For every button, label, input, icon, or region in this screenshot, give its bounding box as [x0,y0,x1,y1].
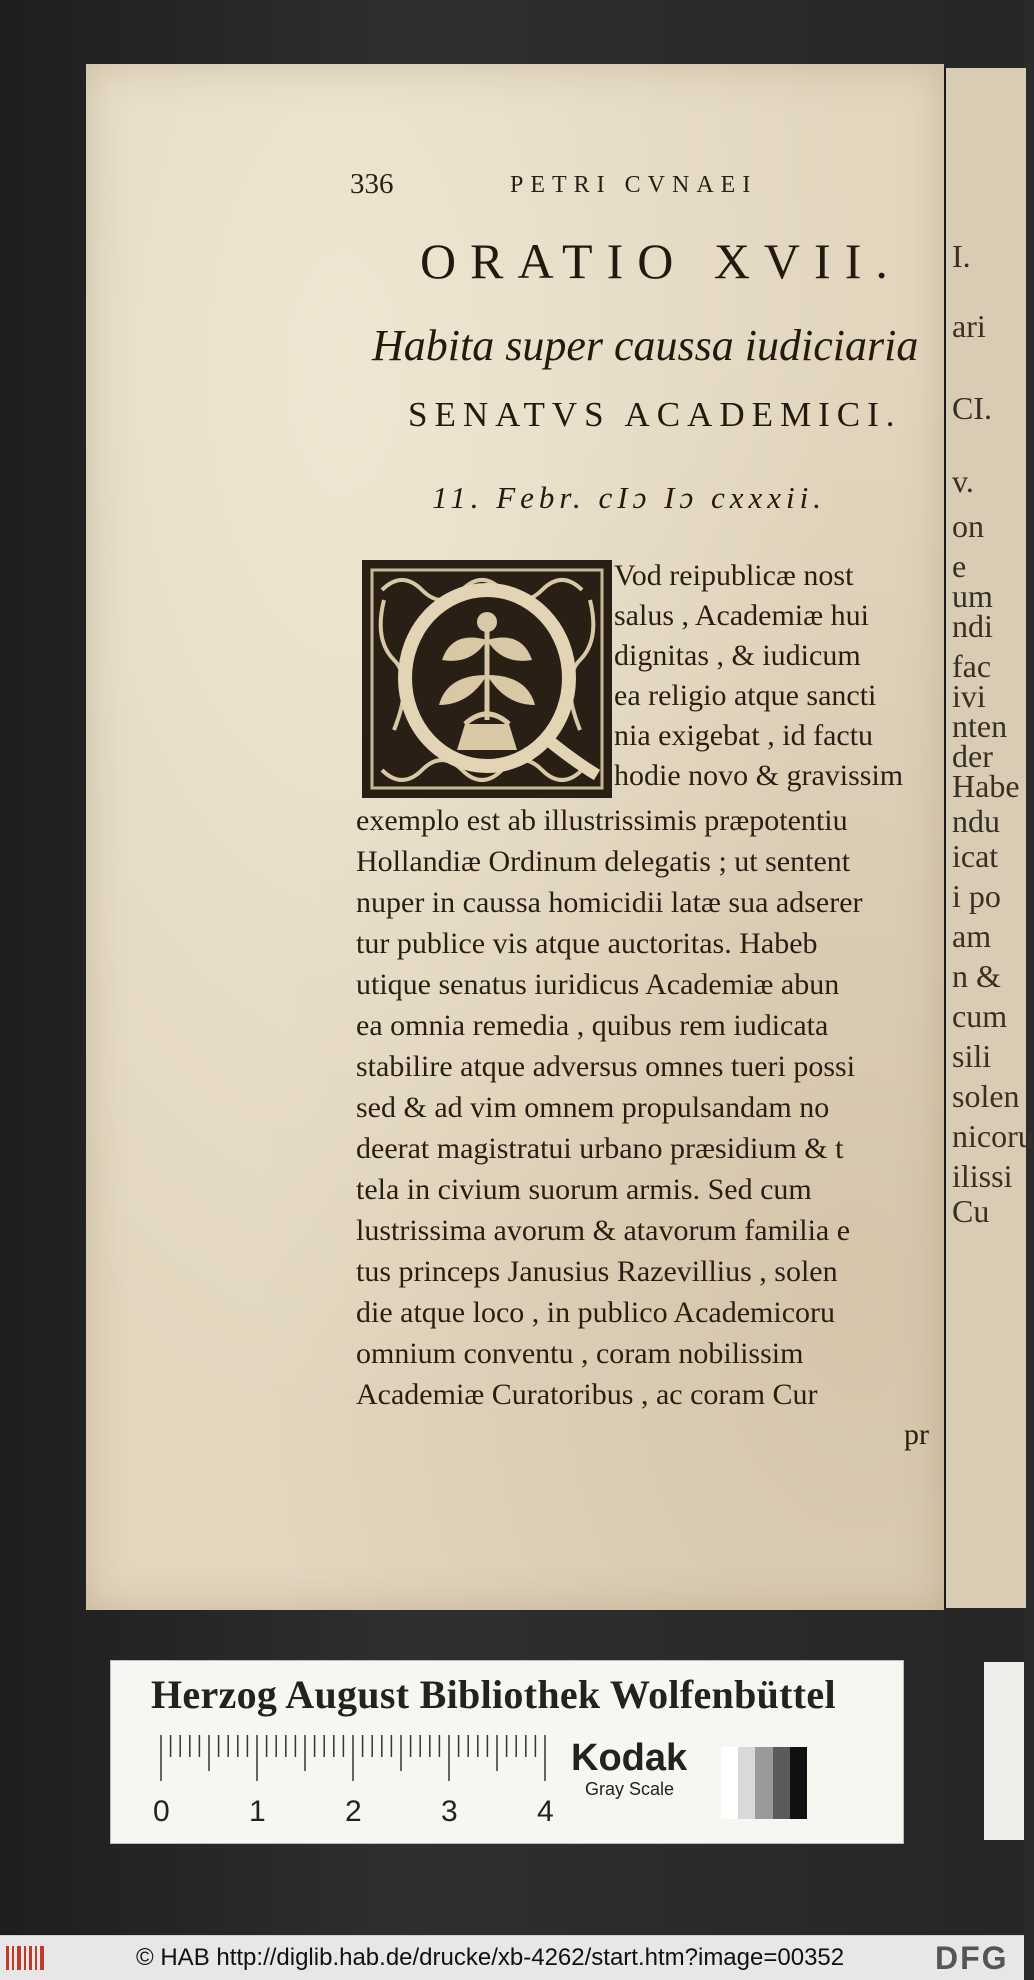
facing-page-text: I. [952,238,971,274]
facing-page-text: Habe [952,768,1020,804]
running-header [350,168,890,208]
facing-page-text: i po [952,878,1001,914]
oration-date: 11. Febr. cIɔ Iɔ cxxxii. [432,480,826,515]
gray-scale-strip [721,1747,807,1819]
text-line: die atque loco , in publico Academicoru [356,1296,836,1329]
barcode-logo-icon [4,1942,48,1974]
color-calibration-card [110,1660,904,1844]
facing-page-text: nten [952,708,1008,744]
oration-subtitle: Habita super caussa iudiciaria [372,321,919,370]
facing-page-text: der [952,738,993,774]
text-line: deerat magistratui urbano præsidium & t [356,1132,844,1165]
catchword: pr [904,1418,929,1451]
facing-page-text: n & [952,958,1001,994]
library-name: Herzog August Bibliothek Wolfenbüttel [151,1672,836,1717]
text-line: Vod reipublicæ nost [614,559,854,592]
facing-page-text: icat [952,838,999,874]
gray-patch [721,1747,738,1819]
page-number: 336 [350,168,394,200]
facing-page-text: fac [952,648,992,684]
text-line: dignitas , & iudicum [614,639,861,672]
text-line: nia exigebat , id factu [614,719,874,752]
ruler-label: 1 [249,1795,266,1828]
oration-title: ORATIO XVII. [420,233,902,289]
ruler-label: 3 [441,1795,458,1828]
facing-page-text: v. [952,463,974,499]
facing-page-text: Cu [952,1193,990,1229]
gray-patch [755,1747,772,1819]
dfg-logo: DFG [935,1940,1009,1976]
gray-scale-label: Gray Scale [585,1779,675,1799]
facing-page-text: e [952,548,967,584]
scale-ruler [151,1733,571,1833]
text-line: Academiæ Curatoribus , ac coram Cur [356,1378,818,1411]
text-line: exemplo est ab illustrissimis præpotentiu [356,804,848,837]
text-line: hodie novo & gravissim [614,759,904,792]
ornament-icon [362,560,612,798]
gray-patch [738,1747,755,1819]
ruler-label: 0 [153,1795,170,1828]
facing-page-text: CI. [952,390,992,426]
facing-page-text: am [952,918,992,954]
facing-page-text: ari [952,308,986,344]
text-line: salus , Academiæ hui [614,599,869,632]
facing-page-text: sili [952,1038,992,1074]
gray-patch [790,1747,807,1819]
text-line: utique senatus iuridicus Academiæ abun [356,968,840,1001]
text-line: omnium conventu , coram nobilissim [356,1337,804,1370]
senatus-heading: SENATVS ACADEMICI. [408,395,902,434]
facing-page-text: ndu [952,803,1000,839]
running-head: PETRI CVNAEI [510,172,758,198]
decorated-initial-q [362,560,612,798]
facing-page-text: um [952,578,993,614]
text-line: stabilire atque adversus omnes tueri possi [356,1050,856,1083]
text-line: ea religio atque sancti [614,679,877,712]
paragraph-opening [614,556,944,796]
text-line: lustrissima avorum & atavorum familia e [356,1214,851,1247]
text-line: sed & ad vim omnem propulsandam no [356,1091,830,1124]
text-line: tela in civium suorum armis. Sed cum [356,1173,812,1206]
text-line: tus princeps Janusius Razevillius , solen [356,1255,838,1288]
text-line: ea omnia remedia , quibus rem iudicata [356,1009,829,1042]
facing-page-edge [944,68,1034,1608]
paragraph-body [356,800,944,1415]
facing-page-text: nicoru [952,1118,1034,1154]
gray-patch [773,1747,790,1819]
facing-page-text: ilissi [952,1158,1013,1194]
facing-page-text: on [952,508,984,544]
facing-card-edge [984,1662,1024,1840]
text-line: Hollandiæ Ordinum delegatis ; ut sentent [356,845,851,878]
text-line: nuper in caussa homicidii latæ sua adserer [356,886,863,919]
footer-bar [0,1935,1024,1980]
kodak-logo: Kodak [571,1737,688,1779]
facing-page-text: cum [952,998,1008,1034]
text-line: tur publice vis atque auctoritas. Habeb [356,927,818,960]
facing-page-text: ivi [952,678,986,714]
source-url[interactable]: © HAB http://diglib.hab.de/drucke/xb-4262/start.htm?image=00352 [136,1944,845,1971]
facing-page-text: solen [952,1078,1020,1114]
ruler-label: 4 [537,1795,554,1828]
facing-page-text: ndi [952,608,993,644]
ruler-label: 2 [345,1795,362,1828]
